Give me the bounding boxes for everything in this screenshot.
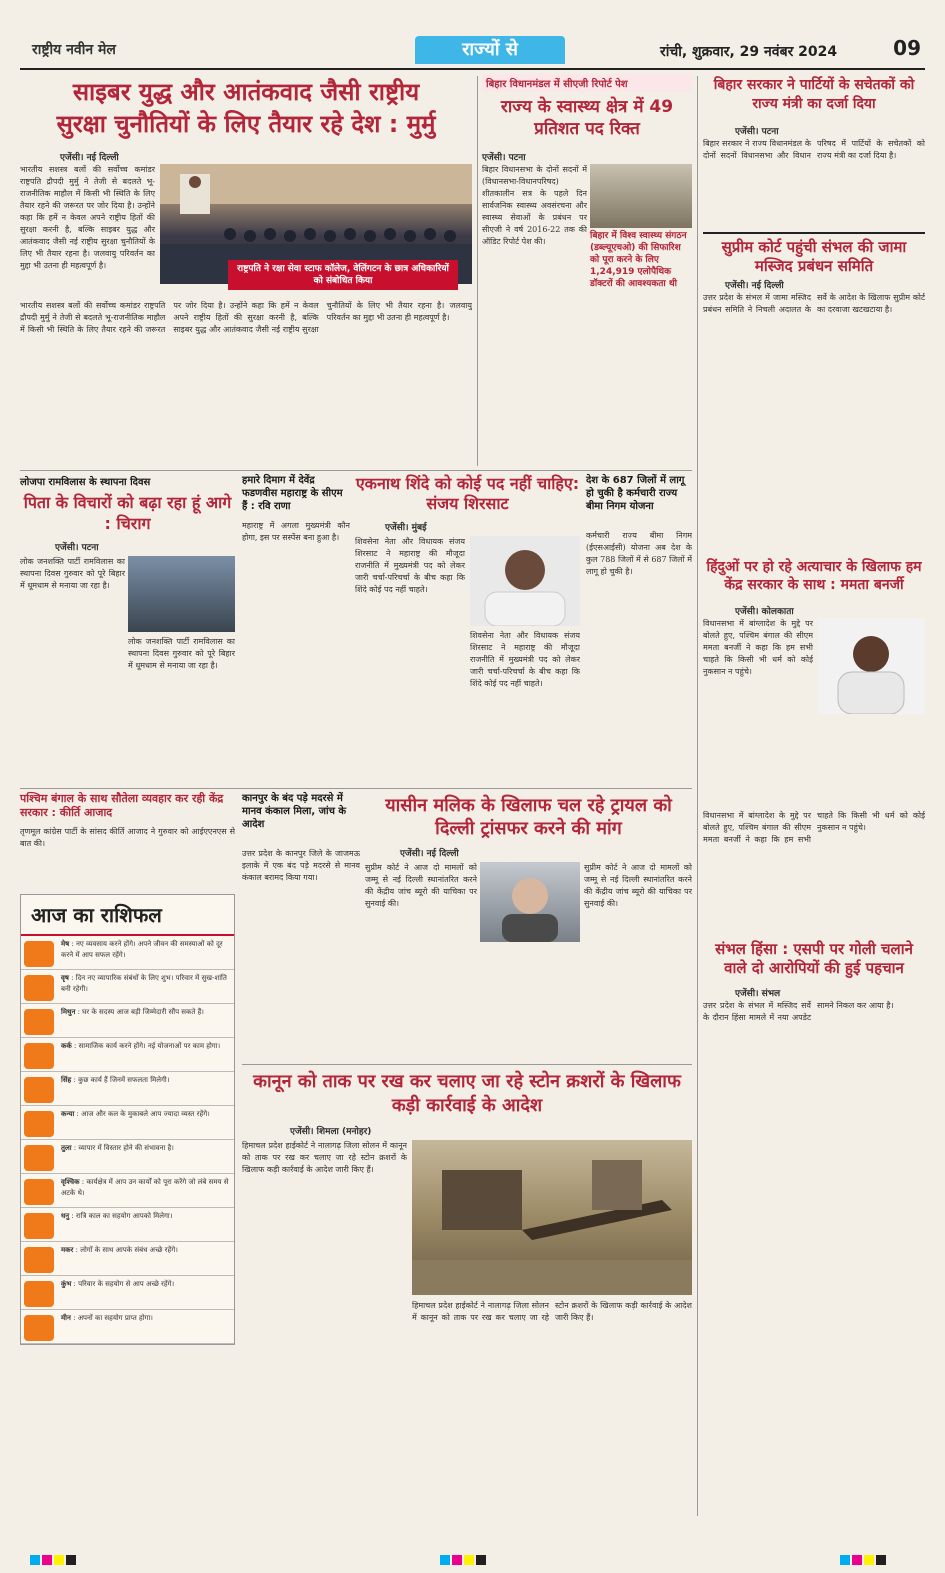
- yasin-byline: एजेंसी। नई दिल्ली: [400, 849, 459, 859]
- rashi-name: वृष: [61, 974, 69, 982]
- sambhal-court-byline: एजेंसी। नई दिल्ली: [725, 281, 784, 291]
- zodiac-icon: [24, 975, 54, 1001]
- lead-body: भारतीय सशस्त्र बलों की सर्वोच्च कमांडर राष्ट्रपति द्रौपदी मुर्मु ने तेजी से बदलते भू-राजनीतिक माहौल में किसी भी स्थिति के लिए तैयार रहने की जरूरत पर जोर दिया है। उन्होंने कहा कि हमें न केवल अपने राष्ट्रीय हितों की सुरक्षा करनी है, बल्कि साइबर युद्ध और आतंकवाद जैसी नई राष्ट्रीय सुरक्षा चुनौतियों के लिए भी तैयार रहना है। जलवायु परिवर्तन का मुद्दा भी उतना ही महत्वपूर्ण है।: [20, 165, 155, 270]
- bihar-cag-story: [482, 74, 692, 140]
- bihar-cag-headline: राज्य के स्वास्थ्य क्षेत्र में 49 प्रतिशत पद रिक्त: [500, 97, 674, 139]
- zodiac-icon: [24, 1043, 54, 1069]
- zodiac-icon: [24, 1009, 54, 1035]
- rashi-text: दिन नए व्यापारिक संबंधों के लिए शुभ। परिवार में सुख-शांति बनी रहेगी।: [61, 974, 227, 993]
- chirag-body: लोक जनशक्ति पार्टी रामविलास का स्थापना दिवस गुरुवार को पूरे बिहार में धूमधाम से मनाया जा रहा है।: [20, 557, 125, 590]
- kanpur-body: उत्तर प्रदेश के कानपुर जिले के जाजमऊ इलाके में एक बंद पड़े मदरसे से मानव कंकाल बरामद किया गया।: [242, 849, 360, 882]
- zodiac-icon: [24, 1145, 54, 1171]
- stone-headline: कानून को ताक पर रख कर चलाए जा रहे स्टोन क्रशरों के खिलाफ कड़ी कार्रवाई के आदेश: [253, 1071, 681, 1116]
- kirti-body: तृणमूल कांग्रेस पार्टी के सांसद कीर्ति आजाद ने गुरुवार को आईएएनएस से बात की।: [20, 827, 235, 848]
- yasin-body-continued: सुप्रीम कोर्ट ने आज दो मामलों को जम्मू से नई दिल्ली स्थानांतरित करने की केंद्रीय जांच ब्यूरो की याचिका पर सुनवाई की।: [584, 863, 692, 908]
- bihar-cag-body: बिहार विधानसभा के दोनों सदनों में (विधानसभा-विधानपरिषद) शीतकालीन सत्र के पहले दिन सार्वजनिक स्वास्थ्य अवसंरचना और स्वास्थ्य सेवाओं के प्रबंधन पर सीएजी ने वर्ष 2016-22 तक की ऑडिट रिपोर्ट पेश की।: [482, 165, 587, 246]
- bihar-cag-highlight: बिहार में विश्व स्वास्थ्य संगठन (डब्ल्यूएचओ) की सिफारिश को पूरा करने के लिए 1,24,919 एलोपैथिक डॉक्टरों की आवश्यकता थी: [590, 231, 687, 289]
- bihar-cag-byline: एजेंसी। पटना: [482, 153, 526, 163]
- stone-body: हिमाचल प्रदेश हाईकोर्ट ने नालागढ़ जिला सोलन में कानून को ताक पर रख कर चलाए जा रहे स्टोन क्रशरों के खिलाफ कड़ी कार्रवाई के आदेश जारी किए हैं।: [242, 1141, 407, 1174]
- zodiac-icon: [24, 1213, 54, 1239]
- rashifal-item: मकर : लोगों के साथ आपके संबंध अच्छे रहेंगे।: [21, 1242, 234, 1276]
- bihar-advisors-story: [703, 76, 925, 114]
- rashifal-list: [21, 936, 234, 1344]
- bihar-advisors-body: बिहार सरकार ने राज्य विधानमंडल के दोनों सदनों विधानसभा और विधान परिषद में पार्टियों के सचेतकों को राज्य मंत्री का दर्जा दिया है।: [703, 139, 925, 160]
- rashi-name: सिंह: [61, 1076, 72, 1084]
- yasin-photo: [480, 862, 580, 942]
- esic-body: कर्मचारी राज्य बीमा निगम (ईएसआईसी) योजना अब देश के कुल 788 जिलों में से 687 जिलों में लागू हो चुकी है।: [586, 531, 692, 576]
- zodiac-icon: [24, 1179, 54, 1205]
- mamata-headline: हिंदुओं पर हो रहे अत्याचार के खिलाफ हम केंद्र सरकार के साथ : ममता बनर्जी: [706, 559, 922, 593]
- zodiac-icon: [24, 941, 54, 967]
- rashifal-item: धनु : रात्रि काल का सहयोग आपको मिलेगा।: [21, 1208, 234, 1242]
- sambhal-violence-body: उत्तर प्रदेश के संभल में मस्जिद सर्वे के दौरान हिंसा मामले में नया अपडेट सामने निकल कर आया है।: [703, 1001, 894, 1022]
- maharashtra-story: [242, 474, 350, 513]
- shinde-byline: एजेंसी। मुंबई: [385, 523, 427, 533]
- rashi-text: आज और कल के मुकाबले आप ज्यादा व्यस्त रहेंगे।: [81, 1110, 210, 1118]
- zodiac-icon: [24, 1315, 54, 1341]
- rashifal-item: कुंभ : परिवार के सहयोग से आप अच्छे रहेंगे।: [21, 1276, 234, 1310]
- rashi-text: व्यापार में विस्तार होने की संभावना है।: [78, 1144, 174, 1152]
- chirag-story: [20, 474, 235, 534]
- rashi-text: घर के सदस्य आज बड़ी जिम्मेदारी सौंप सकते हैं।: [82, 1008, 204, 1016]
- stone-byline: एजेंसी। शिमला (मनोहर): [290, 1127, 372, 1137]
- sambhal-violence-headline: संभल हिंसा : एसपी पर गोली चलाने वाले दो आरोपियों की हुई पहचान: [715, 940, 913, 977]
- paper-name: राष्ट्रीय नवीन मेल: [32, 42, 116, 58]
- lead-body-continued: भारतीय सशस्त्र बलों की सर्वोच्च कमांडर राष्ट्रपति द्रौपदी मुर्मु ने तेजी से बदलते भू-राजनीतिक माहौल में किसी भी स्थिति के लिए तैयार रहने की जरूरत पर जोर दिया है। उन्होंने कहा कि हमें न केवल अपने राष्ट्रीय हितों की सुरक्षा करनी है, बल्कि साइबर युद्ध और आतंकवाद जैसी नई राष्ट्रीय सुरक्षा चुनौतियों के लिए भी तैयार रहना है। जलवायु परिवर्तन का मुद्दा भी उतना ही महत्वपूर्ण है।: [20, 301, 472, 334]
- sambhal-court-story: [703, 232, 925, 276]
- bihar-advisors-byline: एजेंसी। पटना: [735, 127, 779, 137]
- rashifal-title: आज का राशिफल: [21, 895, 234, 936]
- hospital-photo: [590, 164, 692, 228]
- zodiac-icon: [24, 1247, 54, 1273]
- chirag-kicker: लोजपा रामविलास के स्थापना दिवस: [20, 477, 151, 488]
- maharashtra-headline: हमारे दिमाग में देवेंद्र फडणवीस महाराष्ट्र के सीएम हैं : रवि राणा: [242, 475, 343, 512]
- rashifal-item: तुला : व्यापार में विस्तार होने की संभावना है।: [21, 1140, 234, 1174]
- sambhal-violence-story: [703, 940, 925, 978]
- kanpur-story: [242, 792, 360, 831]
- column-rule-right: [697, 76, 698, 1516]
- shinde-body-continued: शिवसेना नेता और विधायक संजय शिरसाट ने महाराष्ट्र की मौजूदा राजनीति में मुख्यमंत्री पद को लेकर जारी चर्चा-परिचर्चा के बीच कहा कि शिंदे कोई पद नहीं चाहते।: [470, 631, 580, 688]
- color-registration-left: [30, 1555, 76, 1565]
- bihar-cag-kicker: बिहार विधानमंडल में सीएजी रिपोर्ट पेश: [482, 74, 692, 92]
- rashifal-item: मिथुन : घर के सदस्य आज बड़ी जिम्मेदारी सौंप सकते हैं।: [21, 1004, 234, 1038]
- rashifal-item: कन्या : आज और कल के मुकाबले आप ज्यादा व्यस्त रहेंगे।: [21, 1106, 234, 1140]
- chirag-headline: पिता के विचारों को बढ़ा रहा हूं आगे : चिराग: [23, 493, 232, 533]
- chirag-byline: एजेंसी। पटना: [55, 543, 99, 553]
- chirag-body-continued: लोक जनशक्ति पार्टी रामविलास का स्थापना दिवस गुरुवार को पूरे बिहार में धूमधाम से मनाया जा रहा है।: [128, 637, 235, 670]
- chirag-photo: [128, 556, 235, 632]
- page-number: 09: [893, 36, 921, 60]
- stone-crusher-photo: [412, 1140, 692, 1295]
- row-rule-3: [242, 1064, 692, 1065]
- row-rule: [20, 470, 692, 471]
- rashifal-item: मीन : अपनों का सहयोग प्राप्त होगा।: [21, 1310, 234, 1344]
- bihar-advisors-headline: बिहार सरकार ने पार्टियों के सचेतकों को राज्य मंत्री का दर्जा दिया: [713, 77, 915, 112]
- color-registration-right: [840, 1555, 886, 1565]
- yasin-headline: यासीन मलिक के खिलाफ चल रहे ट्रायल को दिल्ली ट्रांसफर करने की मांग: [385, 795, 672, 839]
- lead-byline: एजेंसी। नई दिल्ली: [60, 153, 119, 163]
- shinde-headline: एकनाथ शिंदे को कोई पद नहीं चाहिए: संजय शिरसाट: [355, 474, 580, 513]
- kanpur-headline: कानपुर के बंद पड़े मदरसे में मानव कंकाल मिला, जांच के आदेश: [242, 793, 347, 830]
- rashifal-item: मेष : नए व्यवसाय करने होंगे। अपने जीवन की समस्याओं को दूर करने में आप सफल रहेंगे।: [21, 936, 234, 970]
- masthead: [20, 34, 925, 70]
- rashi-name: तुला: [61, 1144, 72, 1152]
- rashi-text: सामाजिक कार्य करने होंगे। नई योजनाओं पर काम होगा।: [78, 1042, 221, 1050]
- rashi-name: मेष: [61, 940, 70, 948]
- sambhal-court-body: उत्तर प्रदेश के संभल में जामा मस्जिद प्रबंधन समिति ने निचली अदालत के सर्वे के आदेश के खिलाफ सुप्रीम कोर्ट का दरवाजा खटखटाया है।: [703, 293, 925, 314]
- zodiac-icon: [24, 1281, 54, 1307]
- rashi-name: वृश्चिक: [61, 1178, 80, 1186]
- lead-story: [20, 76, 472, 140]
- zodiac-icon: [24, 1077, 54, 1103]
- rashi-name: मिथुन: [61, 1008, 76, 1016]
- rashifal-item: वृश्चिक : कार्यक्षेत्र में आप उन कार्यों को पूरा करेंगे जो लंबे समय से अटके थे।: [21, 1174, 234, 1208]
- stone-story: [242, 1070, 692, 1118]
- mamata-body-continued: विधानसभा में बांग्लादेश के मुद्दे पर बोलते हुए, पश्चिम बंगाल की सीएम ममता बनर्जी ने कहा कि हम सभी चाहते कि किसी भी धर्म को कोई नुकसान न पहुंचे।: [703, 811, 925, 844]
- mamata-byline: एजेंसी। कोलकाता: [735, 607, 794, 617]
- maharashtra-body: महाराष्ट्र में अगला मुख्यमंत्री कौन होगा, इस पर सस्पेंस बना हुआ है।: [242, 521, 350, 542]
- mamata-story: [703, 558, 925, 594]
- rashi-name: मकर: [61, 1246, 74, 1254]
- kirti-story: [20, 792, 235, 820]
- lead-headline-2: सुरक्षा चुनौतियों के लिए तैयार रहे देश : मुर्मु: [56, 110, 436, 138]
- mamata-photo: [818, 618, 925, 714]
- rashi-name: कुंभ: [61, 1280, 72, 1288]
- rashifal-item: सिंह : कुछ कार्य हैं जिनमें सफलता मिलेगी।: [21, 1072, 234, 1106]
- shinde-story: [355, 474, 580, 514]
- lead-photo-caption: राष्ट्रपति ने रक्षा सेवा स्टाफ कॉलेज, वेलिंगटन के छात्र अधिकारियों को संबोधित किया: [228, 260, 458, 290]
- yasin-body: सुप्रीम कोर्ट ने आज दो मामलों को जम्मू से नई दिल्ली स्थानांतरित करने की केंद्रीय जांच ब्यूरो की याचिका पर सुनवाई की।: [365, 863, 477, 908]
- rashi-name: धनु: [61, 1212, 70, 1220]
- rashifal-item: वृष : दिन नए व्यापारिक संबंधों के लिए शुभ। परिवार में सुख-शांति बनी रहेगी।: [21, 970, 234, 1004]
- rashi-name: कन्या: [61, 1110, 75, 1118]
- esic-headline: देश के 687 जिलों में लागू हो चुकी है कर्मचारी राज्य बीमा निगम योजना: [586, 475, 685, 512]
- rashi-name: कर्क: [61, 1042, 72, 1050]
- color-registration-center: [440, 1555, 486, 1565]
- rashi-name: मीन: [61, 1314, 71, 1322]
- mamata-body: विधानसभा में बांग्लादेश के मुद्दे पर बोलते हुए, पश्चिम बंगाल की सीएम ममता बनर्जी ने कहा कि हम सभी चाहते कि किसी भी धर्म को कोई नुकसान न पहुंचे।: [703, 619, 813, 676]
- rashi-text: कार्यक्षेत्र में आप उन कार्यों को पूरा करेंगे जो लंबे समय से अटके थे।: [61, 1178, 229, 1197]
- rashi-text: कुछ कार्य हैं जिनमें सफलता मिलेगी।: [78, 1076, 170, 1084]
- lead-headline-1: साइबर युद्ध और आतंकवाद जैसी राष्ट्रीय: [72, 78, 420, 106]
- section-banner: राज्यों से: [415, 36, 565, 64]
- rashi-text: लोगों के साथ आपके संबंध अच्छे रहेंगे।: [80, 1246, 178, 1254]
- column-rule: [477, 76, 478, 466]
- rashifal-item: कर्क : सामाजिक कार्य करने होंगे। नई योजनाओं पर काम होगा।: [21, 1038, 234, 1072]
- rashi-text: परिवार के सहयोग से आप अच्छे रहेंगे।: [78, 1280, 175, 1288]
- rashi-text: रात्रि काल का सहयोग आपको मिलेगा।: [76, 1212, 173, 1220]
- stone-body-continued: हिमाचल प्रदेश हाईकोर्ट ने नालागढ़ जिला सोलन में कानून को ताक पर रख कर चलाए जा रहे स्टोन क्रशरों के खिलाफ कड़ी कार्रवाई के आदेश जारी किए हैं।: [412, 1301, 692, 1322]
- yasin-story: [365, 794, 692, 840]
- sambhal-violence-byline: एजेंसी। संभल: [735, 989, 781, 999]
- rashifal-box: [20, 894, 235, 1345]
- esic-story: [586, 474, 692, 513]
- kirti-headline: पश्चिम बंगाल के साथ सौतेला व्यवहार कर रही केंद्र सरकार : कीर्ति आजाद: [20, 792, 224, 819]
- row-rule-2: [20, 788, 692, 789]
- rashi-text: अपनों का सहयोग प्राप्त होगा।: [77, 1314, 153, 1322]
- rashi-text: नए व्यवसाय करने होंगे। अपने जीवन की समस्याओं को दूर करने में आप सफल रहेंगे।: [61, 940, 223, 959]
- shinde-body: शिवसेना नेता और विधायक संजय शिरसाट ने महाराष्ट्र की मौजूदा राजनीति में मुख्यमंत्री पद को लेकर जारी चर्चा-परिचर्चा के बीच कहा कि शिंदे कोई पद नहीं चाहते।: [355, 537, 465, 594]
- sambhal-court-headline: सुप्रीम कोर्ट पहुंची संभल की जामा मस्जिद प्रबंधन समिति: [721, 238, 907, 275]
- zodiac-icon: [24, 1111, 54, 1137]
- dateline: रांची, शुक्रवार, 29 नवंबर 2024: [660, 44, 838, 60]
- shirsat-photo: [470, 536, 580, 626]
